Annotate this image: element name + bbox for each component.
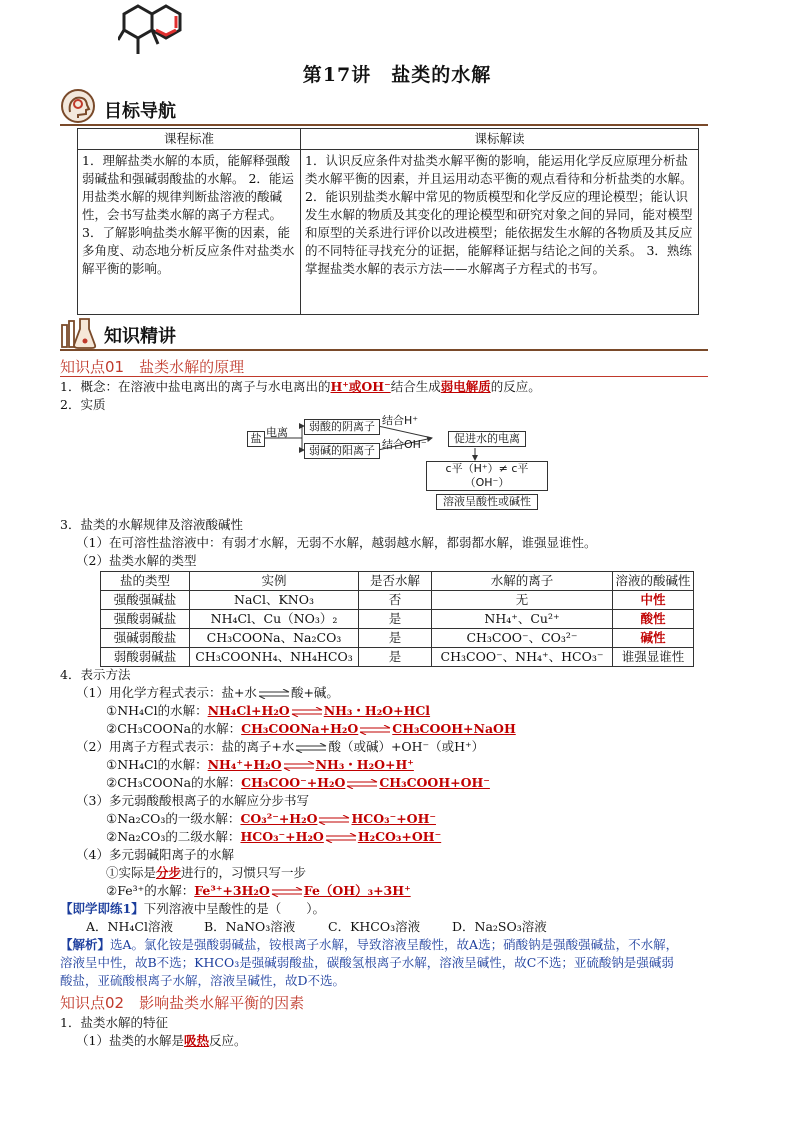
logo-icon bbox=[118, 0, 198, 62]
table-cell: CH₃COO⁻、NH₄⁺、HCO₃⁻ bbox=[432, 648, 613, 667]
table-cell: 强酸弱碱盐 bbox=[101, 610, 190, 629]
diagram-weak-base-cation: 弱碱的阳离子 bbox=[304, 443, 380, 459]
objectives-table bbox=[77, 128, 699, 315]
equation-right: NH₃・H₂O+HCl bbox=[323, 703, 431, 718]
repr-key: 分步 bbox=[156, 865, 182, 880]
table-cell: 是 bbox=[359, 648, 432, 667]
equation-right: CH₃COOH+NaOH bbox=[392, 721, 516, 736]
concept-mid: 结合生成 bbox=[390, 379, 441, 394]
table-cell: 碱性 bbox=[613, 629, 694, 648]
analysis-line-1 bbox=[60, 936, 678, 954]
reversible-arrow-icon bbox=[324, 829, 358, 844]
repr-line bbox=[60, 810, 740, 828]
reversible-arrow-icon bbox=[294, 739, 328, 754]
table-row bbox=[101, 648, 694, 667]
equation-left: NH₄Cl+H₂O bbox=[207, 703, 290, 718]
analysis-line-3: 酸盐，亚硫酸根离子水解，溶液呈碱性，故D不选。 bbox=[60, 973, 346, 988]
table-header: 实例 bbox=[190, 572, 359, 591]
repr-line bbox=[60, 792, 740, 810]
table-header: 溶液的酸碱性 bbox=[613, 572, 694, 591]
repr-line bbox=[60, 864, 740, 882]
analysis-line-2: 溶液呈中性，故B不选；KHCO₃是强碱弱酸盐，碳酸氢根离子水解，溶液呈碱性，故C不选；亚硫酸钠是强碱弱 bbox=[60, 955, 674, 970]
repr-tail: 酸+碱。 bbox=[290, 685, 339, 700]
diagram-combine-oh: 结合OH⁻ bbox=[382, 438, 427, 451]
knowledge-point-2-title: 知识点02 影响盐类水解平衡的因素 bbox=[60, 994, 305, 1012]
table-header: 课程标准 bbox=[78, 129, 301, 150]
standard-interpretation-content: 1．认识反应条件对盐类水解平衡的影响，能运用化学反应原理分析盐类水解平衡的因素，并且运用动态平衡的观点看待和分析盐类的水解。 2．能识别盐类水解中常见的物质模型和化学反应的理论模型；能认识发生水解的物质及其变化的理论模型和研究对象之间的异同，能对模型和原型的关系进行评价以改进模型；能依据发生水解的各物质及其反应的不同特征寻找充分的证据，能解释证据与结论之间的关系。 3．熟练掌握盐类水解的表示方法——水解离子方程式的书写。 bbox=[305, 153, 693, 276]
diagram-weak-acid-anion: 弱酸的阴离子 bbox=[304, 419, 380, 435]
table-header: 课标解读 bbox=[301, 129, 699, 150]
table-header: 盐的类型 bbox=[101, 572, 190, 591]
table-cell: NH₄Cl、Cu（NO₃）₂ bbox=[190, 610, 359, 629]
diagram-ionize: 电离 bbox=[266, 426, 288, 439]
diagram-promote: 促进水的电离 bbox=[448, 431, 526, 447]
section-divider bbox=[60, 124, 708, 126]
concept-pre: 1．概念：在溶液中盐电离出的离子与水电离出的 bbox=[60, 379, 331, 394]
reversible-arrow-icon bbox=[257, 685, 291, 700]
table-cell: 中性 bbox=[613, 591, 694, 610]
section-divider bbox=[60, 349, 708, 351]
repr-lines bbox=[60, 684, 740, 900]
diagram-combine-h: 结合H⁺ bbox=[382, 414, 419, 427]
table-row bbox=[101, 610, 694, 629]
table-header: 水解的离子 bbox=[432, 572, 613, 591]
analysis-text: 选A。氯化铵是强酸弱碱盐，铵根离子水解，导致溶液呈酸性，故A选；硝酸钠是强酸强碱盐，不水解， bbox=[110, 937, 679, 952]
rule-1: （1）在可溶性盐溶液中：有弱才水解，无弱不水解，越弱越水解，都弱都水解，谁强显谁性。 bbox=[76, 535, 597, 550]
equation-right: H₂CO₃+OH⁻ bbox=[357, 829, 442, 844]
table-cell: 强酸强碱盐 bbox=[101, 591, 190, 610]
knowledge-point-1-title: 知识点01 盐类水解的原理 bbox=[60, 358, 245, 376]
table-row bbox=[101, 572, 694, 591]
repr-text: ①NH₄Cl的水解： bbox=[106, 757, 208, 772]
repr-text: ①Na₂CO₃的一级水解： bbox=[106, 811, 241, 826]
reversible-arrow-icon bbox=[317, 811, 351, 826]
equation-left: CO₃²⁻+H₂O bbox=[240, 811, 318, 826]
repr-text: （2）用离子方程式表示：盐的离子+水 bbox=[76, 739, 295, 754]
repr-text: ①实际是 bbox=[106, 865, 157, 880]
table-row bbox=[101, 591, 694, 610]
rule-2: （2）盐类水解的类型 bbox=[76, 553, 197, 568]
repr-line bbox=[60, 774, 740, 792]
table-cell: 是 bbox=[359, 610, 432, 629]
course-standard-text bbox=[78, 150, 301, 315]
kp2-item1-1-pre: （1）盐类的水解是 bbox=[76, 1033, 184, 1048]
equation-left: CH₃COO⁻+H₂O bbox=[241, 775, 346, 790]
table-cell: 弱酸弱碱盐 bbox=[101, 648, 190, 667]
repr-line bbox=[60, 756, 740, 774]
repr-text: （4）多元弱碱阳离子的水解 bbox=[76, 847, 234, 862]
concept-key1: H⁺或OH⁻ bbox=[330, 379, 391, 394]
equation-left: NH₄⁺+H₂O bbox=[207, 757, 282, 772]
table-cell: 是 bbox=[359, 629, 432, 648]
options-line bbox=[86, 918, 547, 936]
table-header: 是否水解 bbox=[359, 572, 432, 591]
reversible-arrow-icon bbox=[358, 721, 392, 736]
practice-question: 下列溶液中呈酸性的是（ ）。 bbox=[143, 901, 325, 916]
repr-line bbox=[60, 828, 740, 846]
table-cell: 谁强显谁性 bbox=[613, 648, 694, 667]
concept-post: 的反应。 bbox=[490, 379, 541, 394]
equation-right: Fe（OH）₃+3H⁺ bbox=[303, 883, 411, 898]
kp2-item1-1-key: 吸热 bbox=[183, 1033, 209, 1048]
practice-line bbox=[60, 900, 325, 918]
equation-left: Fe³⁺+3H₂O bbox=[194, 883, 270, 898]
table-cell: 无 bbox=[432, 591, 613, 610]
repr-tail: 酸（或碱）+OH⁻（或H⁺） bbox=[328, 739, 485, 754]
diagram-unequal: c平（H⁺）≠ c平（OH⁻） bbox=[426, 461, 548, 491]
repr-tail: 进行的，习惯只写一步 bbox=[181, 865, 307, 880]
repr-text: ②Fe³⁺的水解： bbox=[106, 883, 195, 898]
concept-key2: 弱电解质 bbox=[440, 379, 491, 394]
repr-text: ①NH₄Cl的水解： bbox=[106, 703, 208, 718]
repr-line bbox=[60, 720, 740, 738]
table-cell: CH₃COONH₄、NH₄HCO₃ bbox=[190, 648, 359, 667]
reversible-arrow-icon bbox=[282, 757, 316, 772]
table-cell: CH₃COO⁻、CO₃²⁻ bbox=[432, 629, 613, 648]
equation-left: CH₃COONa+H₂O bbox=[241, 721, 359, 736]
table-row bbox=[101, 629, 694, 648]
kp-divider bbox=[60, 376, 708, 377]
table-cell: NH₄⁺、Cu²⁺ bbox=[432, 610, 613, 629]
table-cell: 酸性 bbox=[613, 610, 694, 629]
reversible-arrow-icon bbox=[270, 883, 304, 898]
repr-text: （1）用化学方程式表示：盐+水 bbox=[76, 685, 257, 700]
equation-right: NH₃・H₂O+H⁺ bbox=[315, 757, 414, 772]
repr-text: （3）多元弱酸酸根离子的水解应分步书写 bbox=[76, 793, 309, 808]
diagram-result: 溶液呈酸性或碱性 bbox=[436, 494, 538, 510]
head-brain-icon bbox=[60, 88, 96, 124]
option-c: C．KHCO₃溶液 bbox=[328, 919, 421, 934]
kp2-item1-1 bbox=[76, 1032, 247, 1050]
repr-line bbox=[60, 738, 740, 756]
diagram-salt: 盐 bbox=[247, 431, 265, 447]
option-b: B．NaNO₃溶液 bbox=[204, 919, 296, 934]
salt-type-table bbox=[100, 571, 694, 667]
repr-text: ②CH₃COONa的水解： bbox=[106, 721, 242, 736]
option-d: D．Na₂SO₃溶液 bbox=[452, 919, 547, 934]
repr-line bbox=[60, 882, 740, 900]
repr-line bbox=[60, 684, 740, 702]
flask-icon bbox=[58, 315, 98, 351]
course-standard-content: 1．理解盐类水解的本质，能解释强酸弱碱盐和强碱弱酸盐的水解。 2．能运用盐类水解的规律判断盐溶液的酸碱性，会书写盐类水解的离子方程式。 3．了解影响盐类水解平衡的因素，能多角度、动态地分析反应条件对盐类水解平衡的影响。 bbox=[82, 153, 295, 276]
repr-text: ②Na₂CO₃的二级水解： bbox=[106, 829, 241, 844]
repr-line bbox=[60, 846, 740, 864]
table-cell: CH₃COONa、Na₂CO₃ bbox=[190, 629, 359, 648]
reversible-arrow-icon bbox=[290, 703, 324, 718]
reversible-arrow-icon bbox=[345, 775, 379, 790]
standard-interpretation-text bbox=[301, 150, 699, 315]
repr-title: 4．表示方法 bbox=[60, 667, 131, 682]
rule-title: 3．盐类的水解规律及溶液酸碱性 bbox=[60, 517, 243, 532]
page-title: 第17讲 盐类的水解 bbox=[302, 64, 492, 86]
practice-tag: 【即学即练1】 bbox=[60, 901, 144, 916]
equation-left: HCO₃⁻+H₂O bbox=[240, 829, 324, 844]
repr-line bbox=[60, 702, 740, 720]
section-knowledge: 知识精讲 bbox=[104, 326, 176, 347]
option-a: A．NH₄Cl溶液 bbox=[86, 919, 173, 934]
repr-text: ②CH₃COONa的水解： bbox=[106, 775, 242, 790]
essence-line: 2．实质 bbox=[60, 397, 106, 412]
equation-right: HCO₃⁻+OH⁻ bbox=[351, 811, 436, 826]
section-objectives: 目标导航 bbox=[104, 101, 176, 122]
equation-right: CH₃COOH+OH⁻ bbox=[379, 775, 490, 790]
analysis-tag: 【解析】 bbox=[60, 937, 111, 952]
kp2-item1: 1．盐类水解的特征 bbox=[60, 1015, 168, 1030]
table-cell: NaCl、KNO₃ bbox=[190, 591, 359, 610]
table-cell: 强碱弱酸盐 bbox=[101, 629, 190, 648]
kp2-item1-1-post: 反应。 bbox=[208, 1033, 247, 1048]
table-cell: 否 bbox=[359, 591, 432, 610]
concept-line bbox=[60, 378, 541, 396]
